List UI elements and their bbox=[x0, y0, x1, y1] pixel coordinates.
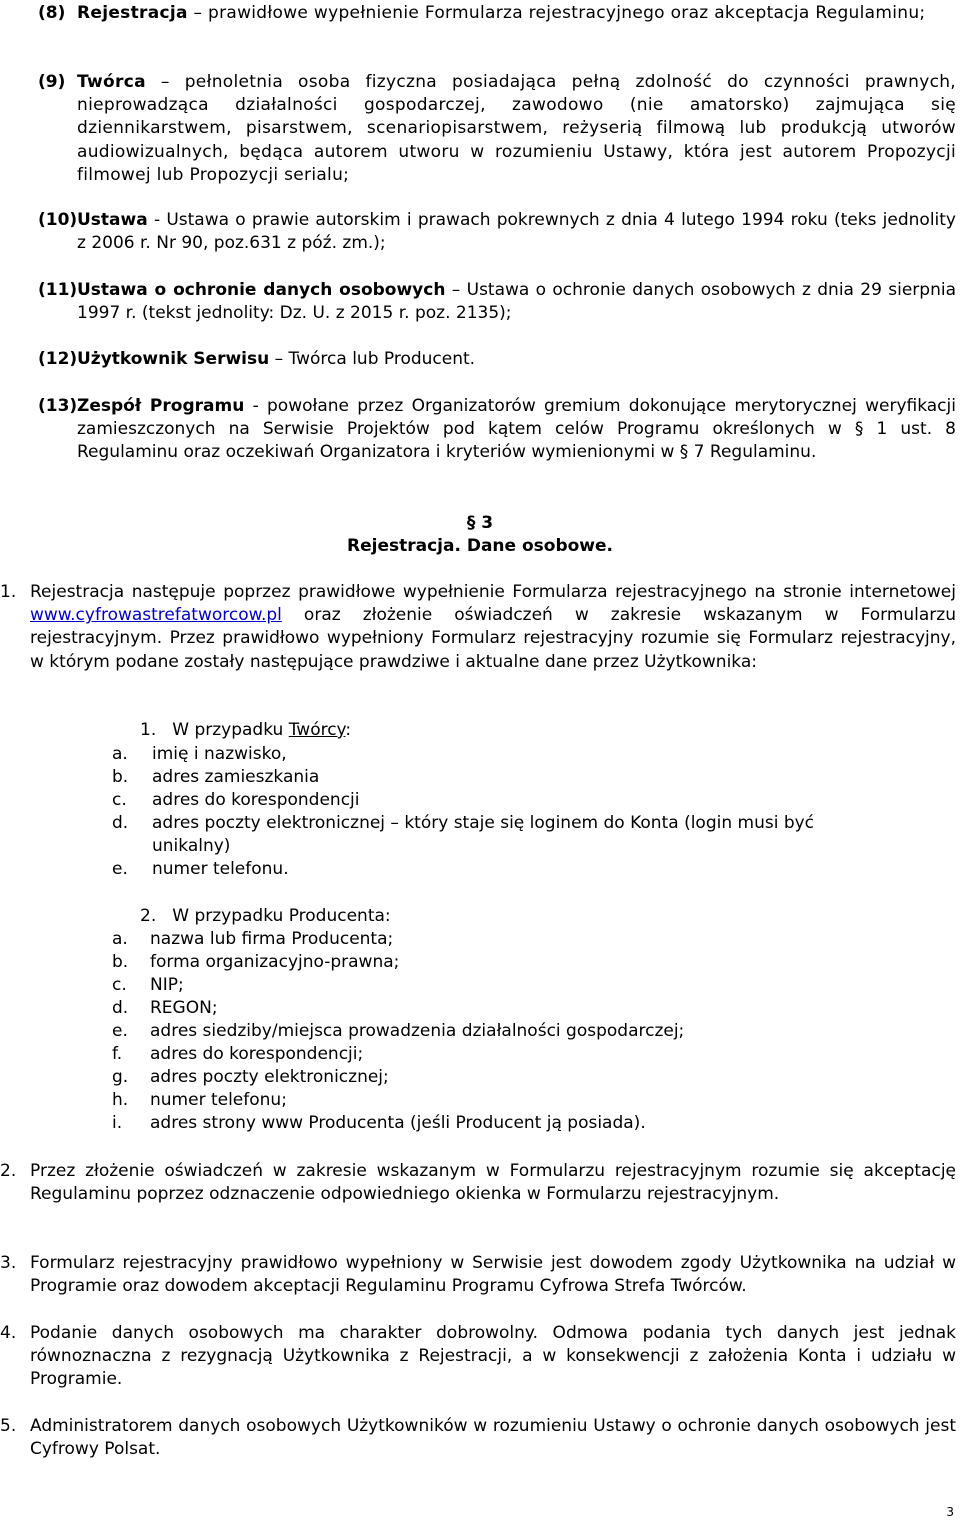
definition-number: (12) bbox=[38, 349, 78, 369]
definition-term: Ustawa o ochronie danych osobowych bbox=[77, 280, 446, 300]
definition-number: (9) bbox=[38, 72, 66, 92]
definition-term: Zespół Programu bbox=[77, 396, 245, 416]
section-item-1: 1. Rejestracja następuje poprzez prawidłowe wypełnienie Formularza rejestracyjnego na stronie internetowej www.cyfrowastrefatworcow.pl oraz złożenie oświadczeń w zakresie wskazanym w Formularzu rejestracyjnym. Przez prawidłowo wypełniony Formularz rejestracyjny rozumie się Formularz rejestracyjny, w którym podane zostały następujące prawdziwe i aktualne dane przez Użytkownika: bbox=[0, 582, 956, 672]
definition-11: (11) Ustawa o ochronie danych osobowych – Ustawa o ochronie danych osobowych z dnia 29 sierpnia 1997 r. (tekst jednolity: Dz. U. z 2015 r. poz. 2135); bbox=[38, 280, 956, 324]
sublist-number: 1. bbox=[140, 720, 157, 740]
section-item-4: 4. Podanie danych osobowych ma charakter dobrowolny. Odmowa podania tych danych jest jednak równoznaczna z rezygnacją Użytkownika z Rejestracji, a w konsekwencji z założenia Konta i udziału w Programie. bbox=[0, 1323, 956, 1390]
definition-term: Twórca bbox=[77, 72, 146, 92]
producent-heading: 2. W przypadku Producenta: bbox=[140, 906, 391, 926]
definition-number: (13) bbox=[38, 396, 78, 416]
item-number: 5. bbox=[0, 1416, 17, 1436]
item-number: 3. bbox=[0, 1253, 17, 1273]
definition-12: (12) Użytkownik Serwisu – Twórca lub Producent. bbox=[38, 348, 956, 371]
definition-13: (13) Zespół Programu - powołane przez Organizatorów gremium dokonujące merytorycznej weryfikacji zamieszczonych na Serwisie Projektów pod kątem celów Programu określonych w § 1 ust. 8 Regulaminu oraz oczekiwań Organizatora i kryteriów wymienionymi w § 7 Regulaminu. bbox=[38, 396, 956, 463]
item-number: 2. bbox=[0, 1161, 17, 1181]
definition-8: (8) Rejestracja – prawidłowe wypełnienie Formularza rejestracyjnego oraz akceptacja Regulaminu; bbox=[38, 2, 956, 25]
item-number: 4. bbox=[0, 1323, 17, 1343]
section-item-3: 3. Formularz rejestracyjny prawidłowo wypełniony w Serwisie jest dowodem zgody Użytkownika na udział w Programie oraz dowodem akceptacji Regulaminu Programu Cyfrowa Strefa Twórców. bbox=[0, 1253, 956, 1297]
tworca-heading: 1. W przypadku Twórcy: bbox=[140, 720, 352, 740]
section-item-2: 2. Przez złożenie oświadczeń w zakresie wskazanym w Formularzu rejestracyjnym rozumie się akceptację Regulaminu poprzez odznaczenie odpowiedniego okienka w Formularzu rejestracyjnym. bbox=[0, 1161, 956, 1205]
definition-term: Rejestracja bbox=[77, 3, 188, 23]
definition-text: prawidłowe wypełnienie Formularza rejestracyjnego oraz akceptacja Regulaminu; bbox=[207, 3, 926, 23]
definition-text: Twórca lub Producent. bbox=[288, 349, 476, 369]
item-number: 1. bbox=[0, 582, 17, 602]
definition-number: (8) bbox=[38, 3, 66, 23]
definition-10: (10) Ustawa - Ustawa o prawie autorskim i prawach pokrewnych z dnia 4 lutego 1994 roku (teks jednolity z 2006 r. Nr 90, poz.631 z póź. zm.); bbox=[38, 210, 956, 254]
section-item-5: 5. Administratorem danych osobowych Użytkowników w rozumieniu Ustawy o ochronie danych osobowych jest Cyfrowy Polsat. bbox=[0, 1416, 956, 1460]
section-title: Rejestracja. Dane osobowe. bbox=[347, 536, 613, 556]
definition-text: powołane przez Organizatorów gremium dokonujące merytorycznej weryfikacji zamieszczonych na Serwisie Projektów pod kątem celów Programu określonych w § 1 ust. 8 Regulaminu oraz oczekiwań Organizatora i kryteriów wymienionymi w § 7 Regulaminu. bbox=[77, 396, 956, 463]
definition-text: Ustawa o prawie autorskim i prawach pokrewnych z dnia 4 lutego 1994 roku (teks jednolity z 2006 r. Nr 90, poz.631 z póź. zm.); bbox=[77, 210, 956, 254]
definition-text: Ustawa o ochronie danych osobowych z dnia 29 sierpnia 1997 r. (tekst jednolity: Dz. U. z 2015 r. poz. 2135); bbox=[77, 280, 956, 324]
definition-term: Użytkownik Serwisu bbox=[77, 349, 270, 369]
section-symbol: § 3 bbox=[466, 513, 494, 533]
definition-number: (10) bbox=[38, 210, 78, 230]
website-link[interactable]: www.cyfrowastrefatworcow.pl bbox=[30, 605, 282, 626]
definition-term: Ustawa bbox=[77, 210, 148, 230]
page-number: 3 bbox=[946, 1505, 954, 1519]
sublist-number: 2. bbox=[140, 906, 157, 926]
definition-text: pełnoletnia osoba fizyczna posiadająca pełną zdolność do czynności prawnych, nieprowadząca działalności gospodarczej, zawodowo (nie amatorsko) zajmująca się dziennikarstwem, pisarstwem, scenariopisarstwem, reżyserią filmową lub produkcją utworów audiowizualnych, będąca autorem utworu w rozumieniu Ustawy, która jest autorem Propozycji filmowej lub Propozycji serialu; bbox=[77, 72, 956, 185]
tworca-term: Twórcy bbox=[288, 720, 346, 740]
definition-number: (11) bbox=[38, 280, 78, 300]
definition-9: (9) Twórca – pełnoletnia osoba fizyczna posiadająca pełną zdolność do czynności prawnych, nieprowadząca działalności gospodarczej, zawodowo (nie amatorsko) zajmująca się dziennikarstwem, pisarstwem, scenariopisarstwem, reżyserią filmową lub produkcją utworów audiowizualnych, będąca autorem utworu w rozumieniu Ustawy, która jest autorem Propozycji filmowej lub Propozycji serialu; bbox=[38, 72, 956, 185]
